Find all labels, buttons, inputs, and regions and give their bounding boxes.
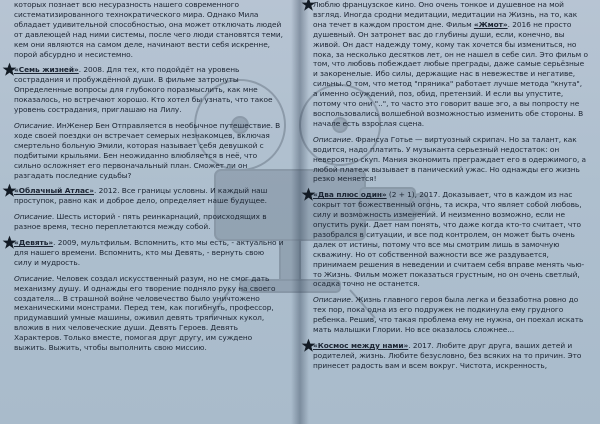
movie-entry-two-plus-one: [313, 190, 588, 335]
movie-text: . 2009, мультфильм. Вспомнить, кто мы есть, - актуально и для нашего времени. Вспомнить, кто мы Девять, - вернуть свою силу и мудрость.: [14, 238, 284, 267]
star-icon: [301, 187, 316, 202]
movie-text: . 2012. Все границы условны. И каждый наш проступок, равно как и доброе дело, определяет наше будущее.: [14, 186, 268, 206]
description-label: Описание: [14, 212, 52, 222]
intro-text: Люблю французское кино. Оно очень тонкое и душевное на мой взгляд. Иногда сродни медитации, медитации на Жизнь, на то, как она течет в каждом простом дне.: [313, 0, 578, 29]
star-icon: [2, 183, 17, 198]
star-icon: [2, 235, 17, 250]
description-label: Описание: [14, 273, 52, 283]
movie-text: . 2017. Любите друг друга, ваших детей и родителей, жизнь. Любите безусловно, без всяких на то причин. Это принесет радость вам и всем вокруг. Чистота, искренность,: [313, 341, 582, 370]
movie-text: . 2008. Для тех, кто подойдёт на уровень сострадания и пробуждённой души. В фильме затронуты Определенные вопросы для глубокого поразмыслить, как мне показалось, но встречают хорошо. Кто хотел бы узнать, что такое уровень сострадания, приглашаю на Лилу.: [14, 65, 273, 115]
movie-title: «Облачный Атлас»: [14, 186, 94, 196]
intro-paragraph: которых познает всю несуразность нашего современного систематизированного технократического мира. Однако Мила обладает удивительной способностью, она может отключать людей от давлеющей над ними системы, после чего люди становятся теми, кем они являются на самом деле, начинают вести себя искренне, порой абсурдно и несистемно.: [14, 0, 283, 59]
movie-text: . 2016 не просто душевный. Он затронет вас до глубины души, если, конечно, вы живой. Он даст надежду тому, кому так хочется бы измениться, но пока, за несколько десятков лет, он не нашел в себе сил. Это фильм о том, что любовь побеждает любые преграды, даже самые серьёзные и закоренелые. Ибо силы, держащие нас в невежестве и негативе, сильны. О том, что метод "пряника" работает лучше метода "кнута", а именно осуждений, поз, обид, претензий. И если вы упустите, потому что они "..", то часто это говорит ваше эго, а вы попросту не воспользовались волшебной возможностью изменить обе стороны. В начале есть взрослая сцена.: [313, 19, 588, 128]
movie-title: «Два плюс один»: [313, 190, 387, 200]
movie-title: «Жмот»: [473, 19, 508, 29]
description-text: . ИнЖенер Бен Отправляется в необычное путешествие. В ходе своей поездки он встречает семерых незнакомцев, включая смертельно больную Эмили, которая называет себя девушкой с подбитыми крыльями. Бен неожиданно влюбляется в неё, что сильно осложняет его первоначальный план. Сможет ли он разгадать последние судьбы?: [14, 120, 281, 180]
description-text: . Человек создал искусственный разум, но не смог дать механизму душу. И однажды его творение подняло руку на своего создателя... В страшной войне человечество было уничтожено механическими монстрами. Перед тем, как погибнуть, профессор, придумавший умные машины, оживил девять тряпичных кукол, вложив в них человеческие души. Девять Героев. Девять Характеров. Только вместе, помогая друг другу, им суждено выжить. Выжить, чтобы выполнить свою миссию.: [14, 273, 276, 353]
star-icon: [301, 0, 316, 12]
description-text: . Франсуа Готье — виртуозный скрипач. Но за талант, как водится, надо платить. У музыканта серьезный недостаток: он невероятно скуп. Мания экономить преграждает его в одержимого, а любой платеж вызывает в панический ужас. Но однажды его жизнь резко меняется!: [313, 134, 587, 184]
movie-text: (2 + 1), 2017. Доказывает, что в каждом из нас сокрыт тот божественный огонь, та искра, что являет собой любовь, силу и возможность изменений. И неизменно возможно, если не опустить руки. Дает нам понять, что даже когда кто-то считает, что разобрался в ситуации, и все под контролем, он может быть очень далек от истины, потому что все мы смотрим лишь в замочную скважину. Но от собственной важности все же раздувается, принимаем решения в неведении и считаем себя вправе менять чью-то Жизнь. Фильм может показаться грустным, но он очень светлый, осадка точно не останется.: [313, 190, 585, 289]
description-text: . Шесть историй - пять реинкарнаций, происходящих в разное время, тесно переплетаются между собой.: [14, 212, 267, 232]
movie-title: «Космос между нами»: [313, 341, 409, 350]
movie-entry-seven-lives: [14, 65, 284, 180]
right-page: [313, 0, 588, 377]
star-icon: [2, 62, 17, 77]
left-page: [14, 0, 284, 359]
movie-entry-miser: Люблю французское кино. Оно очень тонкое и душевное на мой взгляд. Иногда сродни медитации, медитации на Жизнь, на то, как она течет в каждом простом дне. Фильм «Жмот». 2016 не просто душевный. Он затронет вас до глубины души, если, конечно, вы живой. Он даст надежду тому, кому так хочется бы измениться, но пока, за несколько десятков лет, он не нашел в себе сил. Это фильм о том, что любовь побеждает любые преграды, даже самые серьёзные и закоренелые. Ибо силы, держащие нас в невежестве и негативе, сильны. О том, что метод "пряника" работает лучше метода "кнута", а именно осуждений, поз, обид, претензий. И если вы упустите, потому что они "..", то часто это говорит ваше эго, а вы попросту не воспользовались волшебной возможностью изменить обе стороны. В начале есть взрослая сцена. Описание. Франсуа Готье — виртуозный скрипач. Но за талант, как водится, надо платить. У музыканта серьезный недостаток: он невероятно скуп. Мания экономить преграждает его в одержимого, а любой платеж вызывает в панический ужас. Но однажды его жизнь резко меняется!: [313, 0, 588, 184]
movie-entry-cloud-atlas: [14, 186, 284, 232]
description-label: Описание: [313, 134, 351, 144]
description-label: Описание: [14, 120, 52, 130]
movie-entry-space-between-us: [313, 341, 588, 371]
movie-title: «Семь жизней»: [14, 65, 79, 75]
description-text: . Жизнь главного героя была легка и беззаботна ровно до тех пор, пока одна из его подружек не подкинула ему грудного ребенка. Решив, что такая проблема ему не нужна, он поехал искать мать малышки Глории. Но все оказалось сложнее...: [313, 295, 584, 335]
star-icon: [301, 338, 316, 353]
movie-entry-nine: [14, 238, 284, 353]
page-gutter: [291, 0, 309, 424]
description-label: Описание: [313, 295, 351, 305]
movie-title: «Девять»: [14, 238, 54, 248]
